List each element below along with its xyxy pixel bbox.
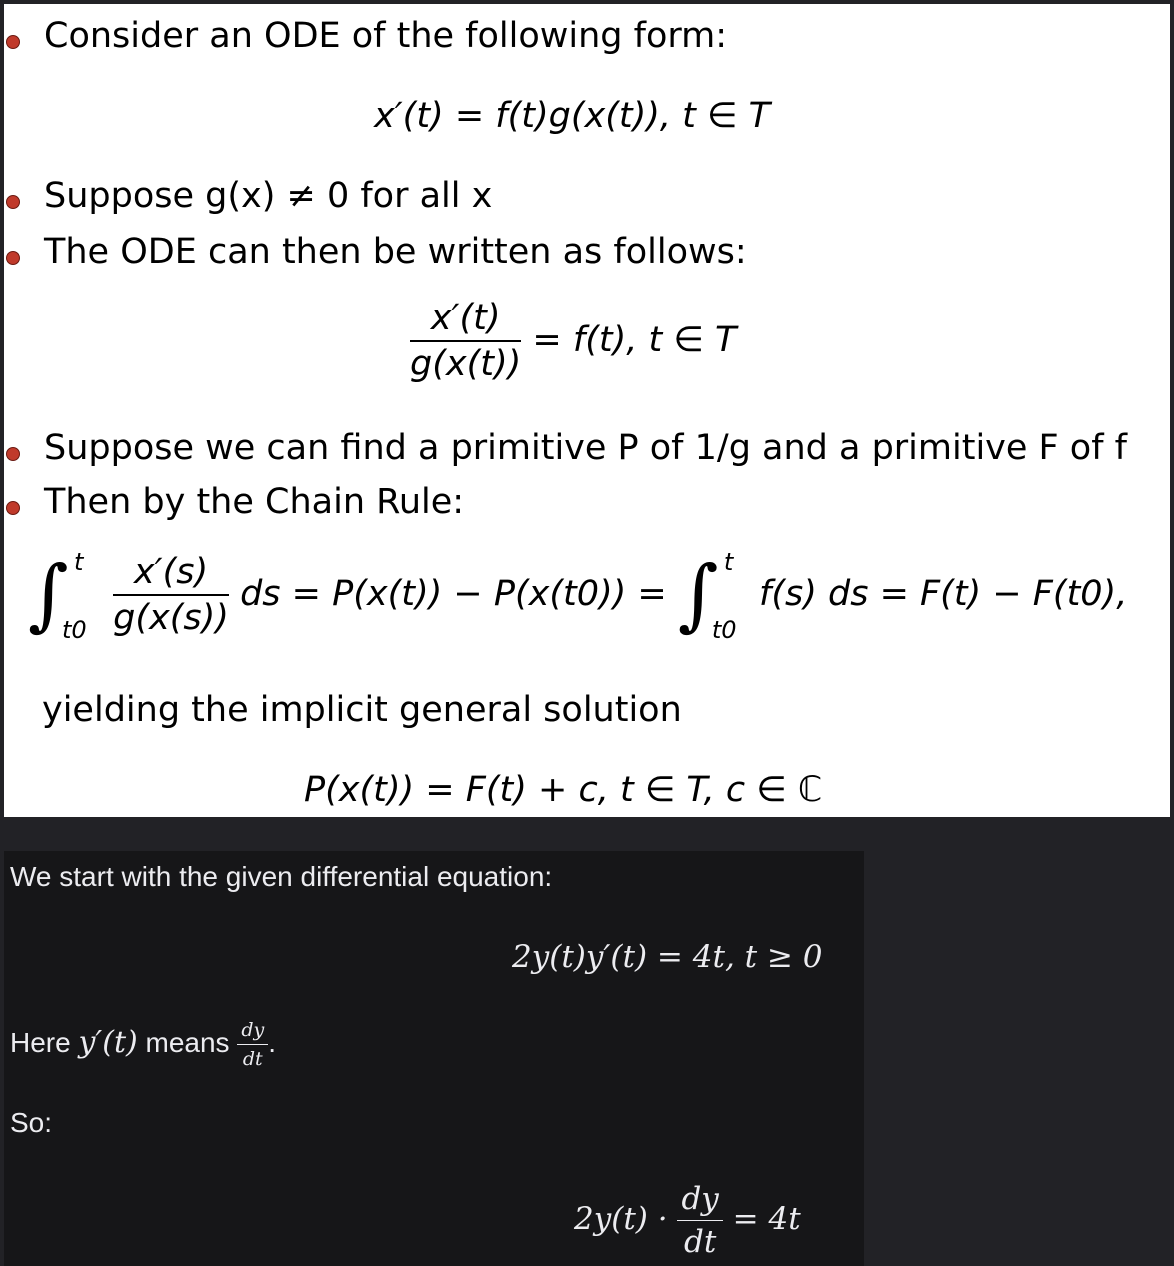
- lecture-slide: Consider an ODE of the following form: x′(t) = f(t)g(x(t)), t ∈ T Suppose g(x) ≠ 0 for all x The ODE can then be written as follows: $\frac{x'(t)}{g(x(t))}$ = f(t), t ∈ T Suppose we can find a primitive P of 1/g and a primitive F of f Then by the Chain Rule: ∫ t t0 $\frac{x'(s)}{g(x(s))}$ ds = P(x(t)) − P(x(t0)) = ∫ t t0 f(s) ds = F(t) − F(t0), yielding the implicit general solution P(x(t)) = F(t) + c, t ∈ T, c ∈ ℂ: [4, 4, 1170, 817]
- so-text: So:: [10, 1107, 53, 1138]
- integrand-fraction: $\frac{x'(s)}{g(x(s))}$: [113, 552, 229, 638]
- bullet-dot-icon: [6, 447, 20, 461]
- equation-separated: $\frac{x'(t)}{g(x(t))}$ = f(t), t ∈ T: [410, 298, 737, 384]
- intro-text: We start with the given differential equation:: [10, 861, 553, 892]
- equation-ode: x′(t) = f(t)g(x(t)), t ∈ T: [374, 96, 770, 136]
- separated-fraction: $\frac{x'(t)}{g(x(t))}$: [410, 298, 522, 384]
- yield-text: yielding the implicit general solution: [42, 690, 682, 730]
- bullet-dot-icon: [6, 195, 20, 209]
- dy-dt-fraction: $\frac{dy}{dt}$: [237, 1019, 268, 1070]
- bullet-dot-icon: [6, 35, 20, 49]
- equation-general-solution: P(x(t)) = F(t) + c, t ∈ T, c ∈ ℂ: [304, 770, 823, 810]
- integral-sign-icon: ∫ t t0: [28, 548, 87, 644]
- assistant-message: [4, 851, 864, 1266]
- bullet-dot-icon: [6, 501, 20, 515]
- integral-sign-icon: ∫ t t0: [677, 548, 737, 644]
- equation-given-ode: 2y(t)y′(t) = 4t, t ≥ 0: [512, 939, 823, 975]
- bullet-dot-icon: [6, 251, 20, 265]
- equation-dy-dt: 2y(t) · $\frac{dy}{dt}$ = 4t: [574, 1181, 801, 1260]
- here-line: Here y′(t) means $\frac{dy}{dt}$ .: [10, 1019, 277, 1070]
- dy-dt-large-fraction: $\frac{dy}{dt}$: [677, 1181, 722, 1260]
- equation-chain-rule: ∫ t t0 $\frac{x'(s)}{g(x(s))}$ ds = P(x(t)) − P(x(t0)) = ∫ t t0 f(s) ds = F(t) − F(t0),: [28, 548, 1128, 644]
